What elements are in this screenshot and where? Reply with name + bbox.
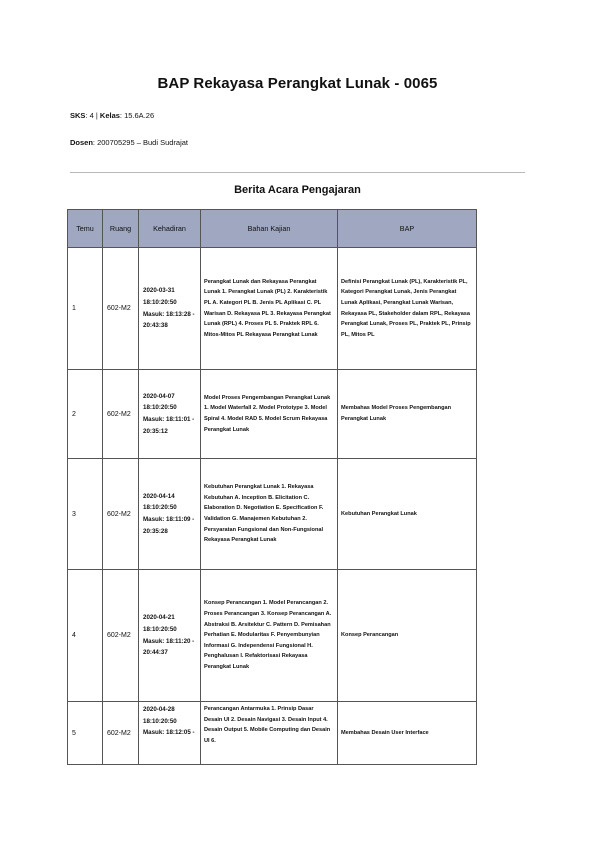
ruang-cell: 602-M2: [103, 702, 139, 765]
kehadiran-cell: 2020-04-14 18:10:20:50 Masuk: 18:11:09 - 20:35:28: [139, 459, 201, 570]
table-row: [68, 702, 477, 765]
sks-value: : 4: [85, 111, 94, 120]
table-row: [68, 248, 477, 370]
kelas-label: Kelas: [99, 111, 120, 120]
kehadiran-cell: 2020-04-21 18:10:20:50 Masuk: 18:11:20 - 20:44:37: [139, 570, 201, 702]
page-title: BAP Rekayasa Perangkat Lunak - 0065: [157, 75, 438, 92]
table-row: [68, 370, 477, 459]
bap-cell: Konsep Perancangan: [338, 570, 477, 702]
bap-cell: Definisi Perangkat Lunak (PL), Karakteristik PL, Kategori Perangkat Lunak, Jenis Perangkat Lunak Aplikasi, Perangkat Lunak Warisan, Rekayasa PL, Stakeholder dalam RPL, Rekayasa Perangkat Lunak, Proses PL, Praktek PL, Prinsip PL, Mitos PL: [338, 248, 477, 370]
kehadiran-cell: [139, 702, 201, 765]
table-row: [68, 459, 477, 570]
dosen-line: [70, 138, 188, 147]
bap-cell: Kebutuhan Perangkat Lunak: [338, 459, 477, 570]
kelas-value: : 15.6A.26: [119, 111, 155, 120]
column-header-temu: Temu: [68, 210, 103, 248]
temu-cell: 3: [68, 459, 103, 570]
section-title: Berita Acara Pengajaran: [234, 184, 361, 196]
temu-cell: 4: [68, 570, 103, 702]
ruang-cell: 602-M2: [103, 370, 139, 459]
sks-kelas-line: [70, 111, 154, 120]
temu-cell: 2: [68, 370, 103, 459]
temu-cell: 5: [68, 702, 103, 765]
bahan-kajian-text: Perancangan Antarmuka 1. Prinsip Dasar Desain UI 2. Desain Navigasi 3. Desain Input 4. Desain Output 5. Mobile Computing dan Desain UI 6.: [204, 706, 331, 744]
sks-label: SKS: [70, 111, 86, 120]
ruang-cell: 602-M2: [103, 570, 139, 702]
table-row: [68, 570, 477, 702]
column-header-ruang: Ruang: [103, 210, 139, 248]
table-header-row: [68, 210, 477, 248]
dosen-value: : 200705295 – Budi Sudrajat: [92, 138, 188, 147]
bahan-kajian-cell: [201, 702, 338, 765]
bap-cell: Membahas Model Proses Pengembangan Perangkat Lunak: [338, 370, 477, 459]
ruang-cell: 602-M2: [103, 248, 139, 370]
dosen-label: Dosen: [70, 138, 93, 147]
header-divider: [70, 172, 525, 173]
column-header-kehadiran: Kehadiran: [139, 210, 201, 248]
kehadiran-cell: 2020-04-07 18:10:20:50 Masuk: 18:11:01 - 20:35:12: [139, 370, 201, 459]
kehadiran-text: 2020-04-28 18:10:20:50 Masuk: 18:12:05 -: [143, 706, 195, 737]
temu-cell: 1: [68, 248, 103, 370]
meta-separator: |: [95, 111, 98, 120]
bahan-kajian-cell: Perangkat Lunak dan Rekayasa Perangkat Lunak 1. Perangkat Lunak (PL) 2. Karakteristik PL A. Kategori PL B. Jenis PL Aplikasi C. PL Warisan D. Rekayasa PL 3. Rekayasa Perangkat Lunak (RPL) 4. Proses PL 5. Praktek RPL 6. Mitos-Mitos PL Rekayasa Perangkat Lunak: [201, 248, 338, 370]
ruang-cell: 602-M2: [103, 459, 139, 570]
bahan-kajian-cell: Kebutuhan Perangkat Lunak 1. Rekayasa Kebutuhan A. Inception B. Elicitation C. Elaboration D. Negotiation E. Specification F. Validation G. Manajemen Kebutuhan 2. Persyaratan Fungsional dan Non-Fungsional Rekayasa Perangkat Lunak: [201, 459, 338, 570]
bap-cell: Membahas Desain User Interface: [338, 702, 477, 765]
bahan-kajian-cell: Model Proses Pengembangan Perangkat Lunak 1. Model Waterfall 2. Model Prototype 3. Model Spiral 4. Model RAD 5. Model Scrum Rekayasa Perangkat Lunak: [201, 370, 338, 459]
column-header-bahan-kajian: Bahan Kajian: [201, 210, 338, 248]
column-header-bap: BAP: [338, 210, 477, 248]
bahan-kajian-cell: Konsep Perancangan 1. Model Perancangan 2. Proses Perancangan 3. Konsep Perancangan A. Abstraksi B. Arsitektur C. Pattern D. Pemisahan Perhatian E. Modularitas F. Penyembunyian Informasi G. Independensi Fungsional H. Penghalusan I. Refaktorisasi Rekayasa Perangkat Lunak: [201, 570, 338, 702]
bap-table: [67, 209, 477, 765]
kehadiran-cell: 2020-03-31 18:10:20:50 Masuk: 18:13:28 - 20:43:38: [139, 248, 201, 370]
